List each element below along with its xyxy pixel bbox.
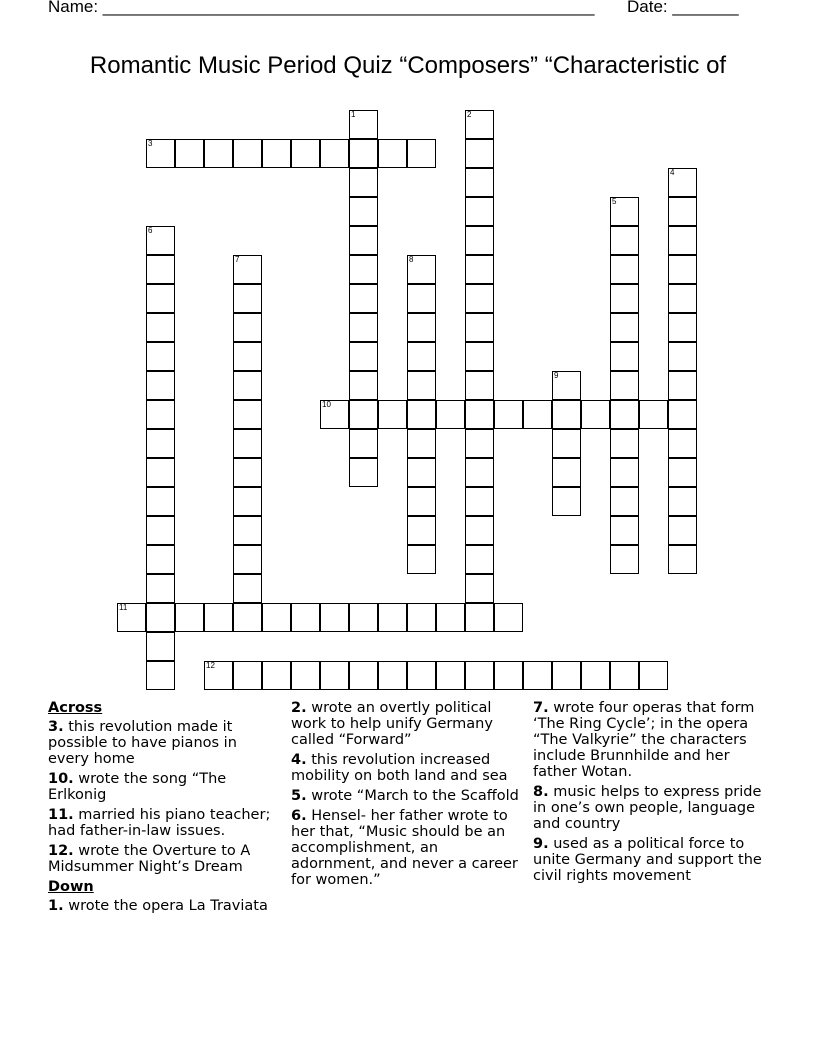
crossword-cell[interactable]: [349, 226, 378, 255]
clue-across-3: [48, 719, 280, 767]
crossword-cell[interactable]: [378, 603, 407, 632]
cell-number: 12: [206, 661, 215, 670]
crossword-cell[interactable]: [610, 226, 639, 255]
crossword-cell[interactable]: [349, 255, 378, 284]
crossword-cell[interactable]: [204, 603, 233, 632]
crossword-cell[interactable]: [378, 139, 407, 168]
clue-down-8: [533, 784, 769, 832]
crossword-cell[interactable]: [175, 139, 204, 168]
crossword-cell[interactable]: [668, 342, 697, 371]
crossword-cell[interactable]: [349, 168, 378, 197]
crossword-cell[interactable]: [610, 487, 639, 516]
crossword-cell[interactable]: [262, 603, 291, 632]
clue-number: 2.: [291, 700, 307, 716]
clue-text: wrote the song “The Erlkonig: [48, 771, 227, 803]
crossword-cell[interactable]: [146, 632, 175, 661]
clue-text: this revolution increased mobility on both land and sea: [291, 752, 508, 784]
cell-number: 6: [148, 226, 153, 235]
cell-number: 3: [148, 139, 153, 148]
crossword-cell[interactable]: [668, 371, 697, 400]
crossword-cell[interactable]: [407, 284, 436, 313]
crossword-cell[interactable]: [233, 342, 262, 371]
crossword-cell[interactable]: [233, 139, 262, 168]
crossword-cell[interactable]: [204, 139, 233, 168]
crossword-cell[interactable]: [146, 487, 175, 516]
crossword-cell[interactable]: [233, 429, 262, 458]
crossword-cell[interactable]: [610, 255, 639, 284]
crossword-cell[interactable]: [610, 371, 639, 400]
crossword-cell[interactable]: [349, 110, 378, 139]
crossword-cell[interactable]: [581, 400, 610, 429]
crossword-cell[interactable]: [349, 400, 378, 429]
clues-column-1: [48, 700, 280, 918]
crossword-cell[interactable]: [233, 255, 262, 284]
name-field: Name: ____________________________________________________: [48, 0, 595, 16]
crossword-cell[interactable]: [146, 313, 175, 342]
crossword-cell[interactable]: [523, 400, 552, 429]
crossword-cell[interactable]: [610, 661, 639, 690]
clue-number: 7.: [533, 700, 549, 716]
crossword-cell[interactable]: [407, 487, 436, 516]
crossword-cell[interactable]: [233, 661, 262, 690]
crossword-cell[interactable]: [146, 255, 175, 284]
crossword-cell[interactable]: [262, 139, 291, 168]
crossword-cell[interactable]: [610, 284, 639, 313]
crossword-cell[interactable]: [465, 516, 494, 545]
crossword-cell[interactable]: [639, 661, 668, 690]
crossword-cell[interactable]: [465, 429, 494, 458]
clue-text: music helps to express pride in one’s own people, language and country: [533, 784, 762, 832]
crossword-cell[interactable]: [465, 400, 494, 429]
clue-text: wrote the opera La Traviata: [63, 898, 268, 914]
cell-number: 7: [235, 255, 240, 264]
crossword-cell[interactable]: [465, 226, 494, 255]
crossword-cell[interactable]: [668, 197, 697, 226]
crossword-cell[interactable]: [349, 139, 378, 168]
clue-down-5: [291, 788, 527, 804]
crossword-cell[interactable]: [465, 487, 494, 516]
crossword-cell[interactable]: [291, 603, 320, 632]
crossword-cell[interactable]: [668, 313, 697, 342]
crossword-cell[interactable]: [291, 139, 320, 168]
crossword-cell[interactable]: [610, 400, 639, 429]
clue-text: wrote the Overture to A Midsummer Night’s Dream: [48, 843, 251, 875]
crossword-cell[interactable]: [146, 400, 175, 429]
crossword-cell[interactable]: [233, 516, 262, 545]
crossword-cell[interactable]: [349, 603, 378, 632]
crossword-cell[interactable]: [291, 661, 320, 690]
crossword-cell[interactable]: [407, 313, 436, 342]
crossword-cell[interactable]: [233, 458, 262, 487]
crossword-cell[interactable]: [146, 603, 175, 632]
across-heading: Across: [48, 700, 103, 716]
crossword-cell[interactable]: [146, 574, 175, 603]
crossword-cell[interactable]: [262, 661, 291, 690]
crossword-cell[interactable]: [233, 313, 262, 342]
clue-text: wrote an overtly political work to help unify Germany called “Forward”: [291, 700, 493, 748]
crossword-cell[interactable]: [204, 661, 233, 690]
crossword-cell[interactable]: [465, 342, 494, 371]
crossword-cell[interactable]: [320, 400, 349, 429]
crossword-cell[interactable]: [668, 516, 697, 545]
clue-across-11: [48, 807, 280, 839]
crossword-cell[interactable]: [610, 429, 639, 458]
crossword-cell[interactable]: [407, 139, 436, 168]
crossword-cell[interactable]: [233, 574, 262, 603]
clue-down-9: [533, 836, 769, 884]
crossword-cell[interactable]: [610, 197, 639, 226]
clue-number: 1.: [48, 898, 64, 914]
crossword-cell[interactable]: [146, 516, 175, 545]
cell-number: 9: [554, 371, 559, 380]
cell-number: 10: [322, 400, 331, 409]
crossword-cell[interactable]: [465, 255, 494, 284]
crossword-cell[interactable]: [465, 168, 494, 197]
cell-number: 8: [409, 255, 414, 264]
cell-number: 2: [467, 110, 472, 119]
crossword-cell[interactable]: [668, 400, 697, 429]
clue-number: 6.: [291, 808, 307, 824]
crossword-cell[interactable]: [349, 342, 378, 371]
crossword-cell[interactable]: [233, 603, 262, 632]
crossword-cell[interactable]: [639, 400, 668, 429]
crossword-cell[interactable]: [668, 429, 697, 458]
crossword-cell[interactable]: [146, 429, 175, 458]
crossword-cell[interactable]: [233, 400, 262, 429]
crossword-cell[interactable]: [668, 458, 697, 487]
crossword-cell[interactable]: [494, 603, 523, 632]
crossword-cell[interactable]: [146, 342, 175, 371]
crossword-cell[interactable]: [320, 603, 349, 632]
crossword-cell[interactable]: [146, 226, 175, 255]
clue-text: wrote four operas that form ‘The Ring Cycle’; in the opera “The Valkyrie” the characters include Brunnhilde and her father Wotan.: [533, 700, 755, 780]
crossword-cell[interactable]: [349, 371, 378, 400]
crossword-cell[interactable]: [349, 284, 378, 313]
crossword-cell[interactable]: [349, 458, 378, 487]
crossword-cell[interactable]: [407, 342, 436, 371]
crossword-cell[interactable]: [175, 603, 204, 632]
clue-down-2: [291, 700, 527, 748]
crossword-cell[interactable]: [407, 371, 436, 400]
crossword-cell[interactable]: [233, 545, 262, 574]
crossword-cell[interactable]: [146, 284, 175, 313]
crossword-cell[interactable]: [436, 661, 465, 690]
clue-text: married his piano teacher; had father-in-law issues.: [48, 807, 271, 839]
crossword-cell[interactable]: [233, 487, 262, 516]
cell-number: 5: [612, 197, 617, 206]
crossword-cell[interactable]: [146, 545, 175, 574]
crossword-cell[interactable]: [465, 574, 494, 603]
cell-number: 11: [119, 603, 128, 612]
crossword-cell[interactable]: [436, 603, 465, 632]
crossword-cell[interactable]: [465, 545, 494, 574]
crossword-cell[interactable]: [407, 458, 436, 487]
crossword-cell[interactable]: [668, 255, 697, 284]
clue-down-4: [291, 752, 527, 784]
clue-number: 3.: [48, 719, 64, 735]
crossword-cell[interactable]: [465, 139, 494, 168]
clue-down-1: [48, 898, 280, 914]
crossword-cell[interactable]: [233, 284, 262, 313]
clue-down-6: [291, 808, 527, 888]
crossword-cell[interactable]: [465, 661, 494, 690]
crossword-cell[interactable]: [407, 429, 436, 458]
clue-across-10: [48, 771, 280, 803]
crossword-cell[interactable]: [407, 603, 436, 632]
crossword-cell[interactable]: [320, 661, 349, 690]
clue-down-7: [533, 700, 769, 780]
crossword-cell[interactable]: [610, 545, 639, 574]
crossword-cell[interactable]: [465, 110, 494, 139]
crossword-cell[interactable]: [494, 661, 523, 690]
crossword-cell[interactable]: [349, 429, 378, 458]
crossword-cell[interactable]: [494, 400, 523, 429]
crossword-cell[interactable]: [349, 197, 378, 226]
crossword-cell[interactable]: [320, 139, 349, 168]
crossword-cell[interactable]: [117, 603, 146, 632]
crossword-cell[interactable]: [668, 545, 697, 574]
clue-number: 10.: [48, 771, 74, 787]
crossword-cell[interactable]: [610, 458, 639, 487]
cell-number: 1: [351, 110, 356, 119]
crossword-cell[interactable]: [552, 400, 581, 429]
clues-column-2: [291, 700, 527, 892]
crossword-cell[interactable]: [407, 400, 436, 429]
date-field: Date: _______: [627, 0, 739, 16]
crossword-cell[interactable]: [465, 284, 494, 313]
crossword-cell[interactable]: [552, 429, 581, 458]
crossword-cell[interactable]: [610, 313, 639, 342]
crossword-cell[interactable]: [581, 661, 610, 690]
crossword-cell[interactable]: [349, 661, 378, 690]
clue-number: 5.: [291, 788, 307, 804]
clue-number: 11.: [48, 807, 74, 823]
clue-number: 4.: [291, 752, 307, 768]
crossword-cell[interactable]: [465, 603, 494, 632]
cell-number: 4: [670, 168, 675, 177]
crossword-cell[interactable]: [668, 284, 697, 313]
crossword-cell[interactable]: [378, 400, 407, 429]
crossword-cell[interactable]: [407, 661, 436, 690]
crossword-cell[interactable]: [668, 226, 697, 255]
crossword-cell[interactable]: [146, 139, 175, 168]
crossword-cell[interactable]: [407, 545, 436, 574]
crossword-cell[interactable]: [465, 313, 494, 342]
crossword-cell[interactable]: [349, 313, 378, 342]
crossword-cell[interactable]: [552, 487, 581, 516]
down-heading: Down: [48, 879, 94, 895]
crossword-cell[interactable]: [668, 168, 697, 197]
clues-column-3: [533, 700, 769, 888]
clue-number: 8.: [533, 784, 549, 800]
crossword-cell[interactable]: [552, 661, 581, 690]
page-title: Romantic Music Period Quiz “Composers” “Characteristic of: [89, 52, 727, 79]
clue-text: wrote “March to the Scaffold: [306, 788, 519, 804]
clue-text: this revolution made it possible to have pianos in every home: [48, 719, 237, 767]
crossword-cell[interactable]: [146, 371, 175, 400]
clue-number: 9.: [533, 836, 549, 852]
crossword-cell[interactable]: [668, 487, 697, 516]
crossword-cell[interactable]: [610, 342, 639, 371]
clue-text: Hensel- her father wrote to her that, “Music should be an accomplishment, an adornment, and never a career for women.”: [291, 808, 518, 888]
clue-number: 12.: [48, 843, 74, 859]
crossword-cell[interactable]: [552, 458, 581, 487]
crossword-cell[interactable]: [436, 400, 465, 429]
clue-text: used as a political force to unite Germany and support the civil rights movement: [533, 836, 762, 884]
clue-across-12: [48, 843, 280, 875]
crossword-cell[interactable]: [465, 197, 494, 226]
crossword-cell[interactable]: [233, 371, 262, 400]
crossword-cell[interactable]: [378, 661, 407, 690]
crossword-cell[interactable]: [465, 371, 494, 400]
crossword-cell[interactable]: [407, 516, 436, 545]
crossword-cell[interactable]: [523, 661, 552, 690]
crossword-cell[interactable]: [407, 255, 436, 284]
crossword-cell[interactable]: [610, 516, 639, 545]
crossword-cell[interactable]: [552, 371, 581, 400]
crossword-cell[interactable]: [465, 458, 494, 487]
crossword-cell[interactable]: [146, 458, 175, 487]
crossword-cell[interactable]: [146, 661, 175, 690]
